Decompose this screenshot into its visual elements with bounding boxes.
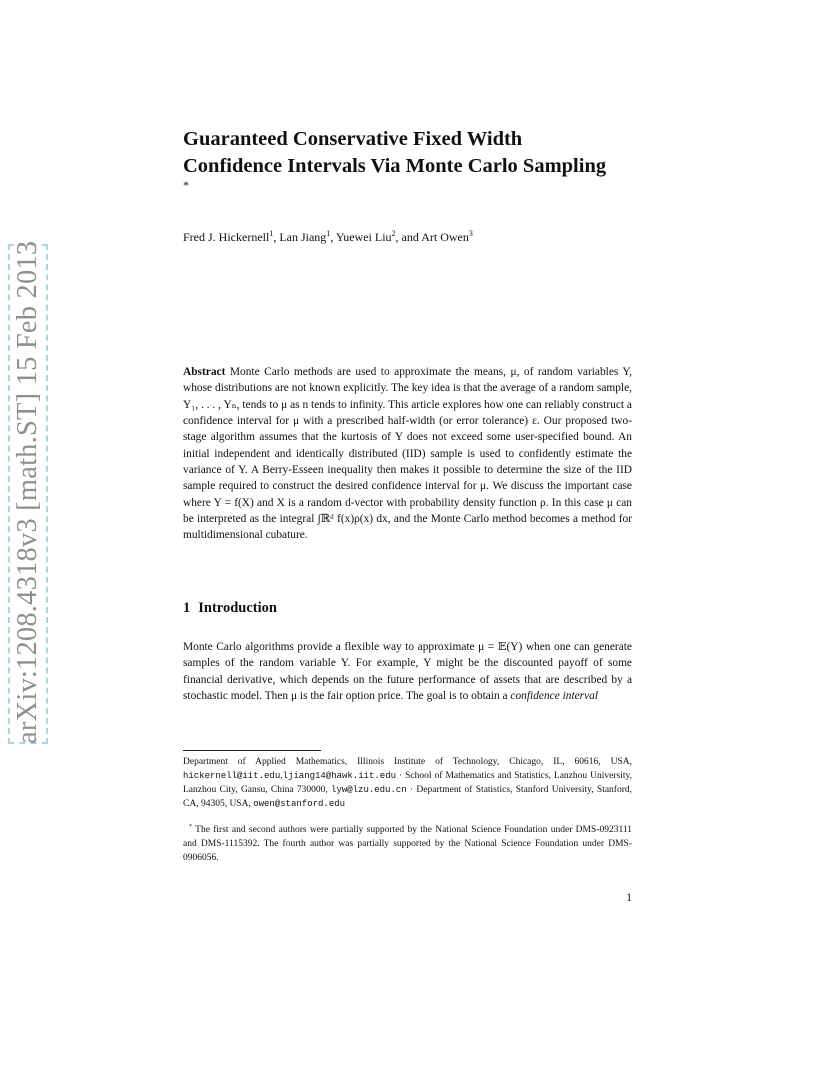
paper-title	[183, 126, 632, 180]
section-title: Introduction	[198, 600, 277, 616]
title-line-2: Confidence Intervals Via Monte Carlo Sampling	[183, 155, 607, 177]
email-link[interactable]: lyw@lzu.edu.cn	[331, 785, 407, 795]
funding-footnote	[183, 820, 632, 865]
affiliation-marker: 1	[326, 229, 331, 238]
author-conjunction: and	[401, 230, 419, 244]
email-link[interactable]: ljiang14@hawk.iit.edu	[282, 771, 397, 781]
affiliation-text-3: · Department of Statistics, Stanford University, Stanford, CA, 94305, USA,	[183, 785, 633, 809]
affiliation-text-2: · School of Mathematics and Statistics, Lanzhou University, Lanzhou City, Gansu, China 730000,	[183, 771, 632, 795]
affiliation-marker: 1	[269, 229, 274, 238]
affiliation-marker: 3	[468, 229, 473, 238]
author-list: Fred J. Hickernell$^1$, Lan Jiang$^1$, Yuewei Liu$^2$, and Art Owen$^3$	[183, 229, 473, 244]
affiliation-text-1: Department of Applied Mathematics, Illinois Institute of Technology, Chicago, IL, 60616, USA,	[183, 757, 632, 767]
email-link[interactable]: hickernell@iit.edu	[183, 771, 281, 781]
intro-text: Monte Carlo algorithms provide a flexible way to approximate μ = 𝔼(Y) when one can generate samples of the random variable Y. For example, Y might be the discounted payoff of some financial derivative, which depends on the future performance of assets that are described by a stochastic model. Then μ is the fair option price. The goal is to obtain a	[183, 641, 632, 703]
arxiv-identifier: arXiv:1208.4318v3 [math.ST] 15 Feb 2013	[12, 240, 43, 744]
abstract-text: Monte Carlo methods are used to approximate the means, μ, of random variables Y, whose distributions are not known explicitly. The key idea is that the average of a random sample, Y₁, . . . , Yₙ, tends to μ as n tends to infinity. This article explores how one can reliably construct a confidence interval for μ with a prescribed half-width (or error tolerance) ε. Our proposed two-stage algorithm assumes that the kurtosis of Y does not exceed some user-specified bound. An initial independent and identically distributed (IID) sample is used to confidently estimate the variance of Y. A Berry-Esseen inequality then makes it possible to determine the size of the IID sample required to construct the desired confidence interval for μ. We discuss the important case where Y = f(X) and X is a random d-vector with probability density function ρ. In this case μ can be interpreted as the integral ∫ℝᵈ f(x)ρ(x) dx, and the Monte Carlo method becomes a method for multidimensional cubature.	[183, 366, 632, 542]
affiliation-marker: 2	[391, 229, 396, 238]
introduction-paragraph	[183, 639, 632, 704]
author-name: Yuewei Liu	[335, 230, 392, 244]
section-number: 1	[183, 600, 191, 616]
affiliations-footnote: Department of Applied Mathematics, Illinois Institute of Technology, Chicago, IL, 60616, USA, hickernell@iit.edu,ljiang14@hawk.iit.edu · School of Mathematics and Statistics, Lanzhou University, Lanzhou City, Gansu, China 730000, lyw@lzu.edu.cn · Department of Statistics, Stanford University, Stanford, CA, 94305, USA, owen@stanford.edu	[183, 757, 633, 809]
intro-emphasis: confidence interval	[510, 690, 599, 703]
author-name: Art Owen	[421, 230, 469, 244]
title-line-1: Guaranteed Conservative Fixed Width	[183, 128, 523, 150]
title-footnote-mark: *	[183, 178, 189, 192]
funding-text: The first and second authors were partially supported by the National Science Foundation under DMS-0923111 and DMS-1115392. The fourth author was partially supported by the National Science Foundation under DMS-0906056.	[183, 825, 632, 864]
arxiv-side-stamp	[8, 240, 48, 744]
email-link[interactable]: owen@stanford.edu	[253, 799, 346, 809]
abstract-label: Abstract	[183, 366, 226, 378]
author-name: Lan Jiang	[279, 230, 327, 244]
footnote-divider	[183, 750, 321, 751]
section-heading	[183, 600, 632, 617]
footnote-mark: *	[189, 824, 192, 830]
page-number: 1	[626, 892, 632, 904]
abstract-block	[183, 364, 632, 544]
author-name: Fred J. Hickernell	[183, 230, 270, 244]
